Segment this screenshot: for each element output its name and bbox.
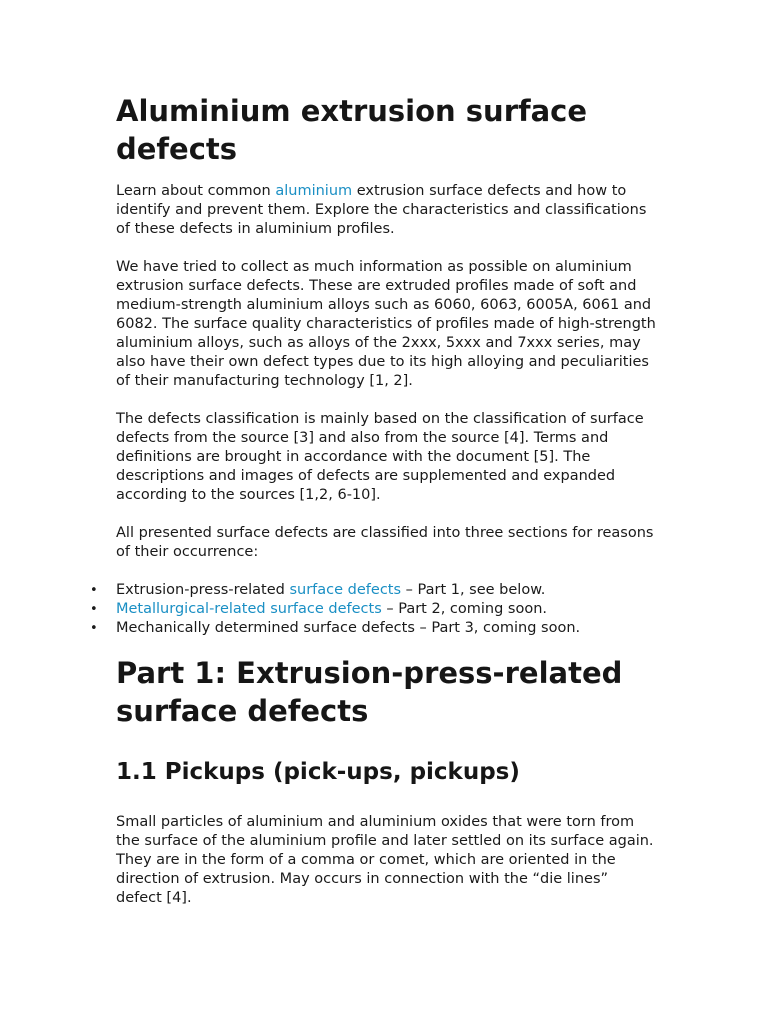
list-item: [116, 581, 656, 600]
page-title: Aluminium extrusion surface defects: [116, 94, 588, 166]
collection-paragraph: We have tried to collect as much information as possible on aluminium extrusion surface defects. These are extruded profiles made of soft and medium-strength aluminium alloys such as 6060, 6063, 6005A, 6061 and 6082. The surface quality characteristics of profiles made of high-strength aluminium alloys, such as alloys of the 2xxx, 5xxx and 7xxx series, may also have their own defect types due to its high alloying and peculiarities of their manufacturing technology [1, 2].: [116, 259, 656, 389]
list-item-1-suffix: – Part 1, see below.: [401, 582, 546, 598]
section-1-1-paragraph: Small particles of aluminium and aluminium oxides that were torn from the surface of the aluminium profile and later settled on its surface again. They are in the form of a comma or comet, which are oriented in the direction of extrusion. May occurs in connection with the “die lines” defect [4].: [116, 814, 654, 906]
list-item: [116, 619, 656, 638]
intro-text-after: extrusion surface defects and how to identify and prevent them. Explore the characteristics and classifications of these defects in aluminium profiles.: [116, 183, 647, 237]
section-1-1-heading: 1.1 Pickups (pick-ups, pickups): [116, 759, 520, 785]
aluminium-link[interactable]: aluminium: [275, 183, 353, 199]
sections-intro-paragraph: All presented surface defects are classified into three sections for reasons of their occurrence:: [116, 525, 654, 560]
intro-paragraph: [116, 182, 656, 239]
list-item-1-text: Extrusion-press-related: [116, 582, 290, 598]
list-item: [116, 600, 656, 619]
metallurgical-defects-link[interactable]: Metallurgical-related surface defects: [116, 601, 382, 617]
defect-sections-list: [116, 581, 656, 638]
list-item-2-suffix: – Part 2, coming soon.: [381, 601, 548, 617]
part-1-heading: Part 1: Extrusion-press-related surface defects: [116, 656, 623, 728]
surface-defects-link[interactable]: surface defects: [289, 582, 402, 598]
intro-text-before: Learn about common: [116, 183, 276, 199]
classification-paragraph: The defects classification is mainly based on the classification of surface defects from the source [3] and also from the source [4]. Terms and definitions are brought in accordance with the document [5]. The descriptions and images of defects are supplemented and expanded according to the sources [1,2, 6-10].: [116, 411, 644, 503]
article-content: [116, 92, 656, 908]
list-item-3-text: Mechanically determined surface defects – Part 3, coming soon.: [116, 620, 581, 636]
